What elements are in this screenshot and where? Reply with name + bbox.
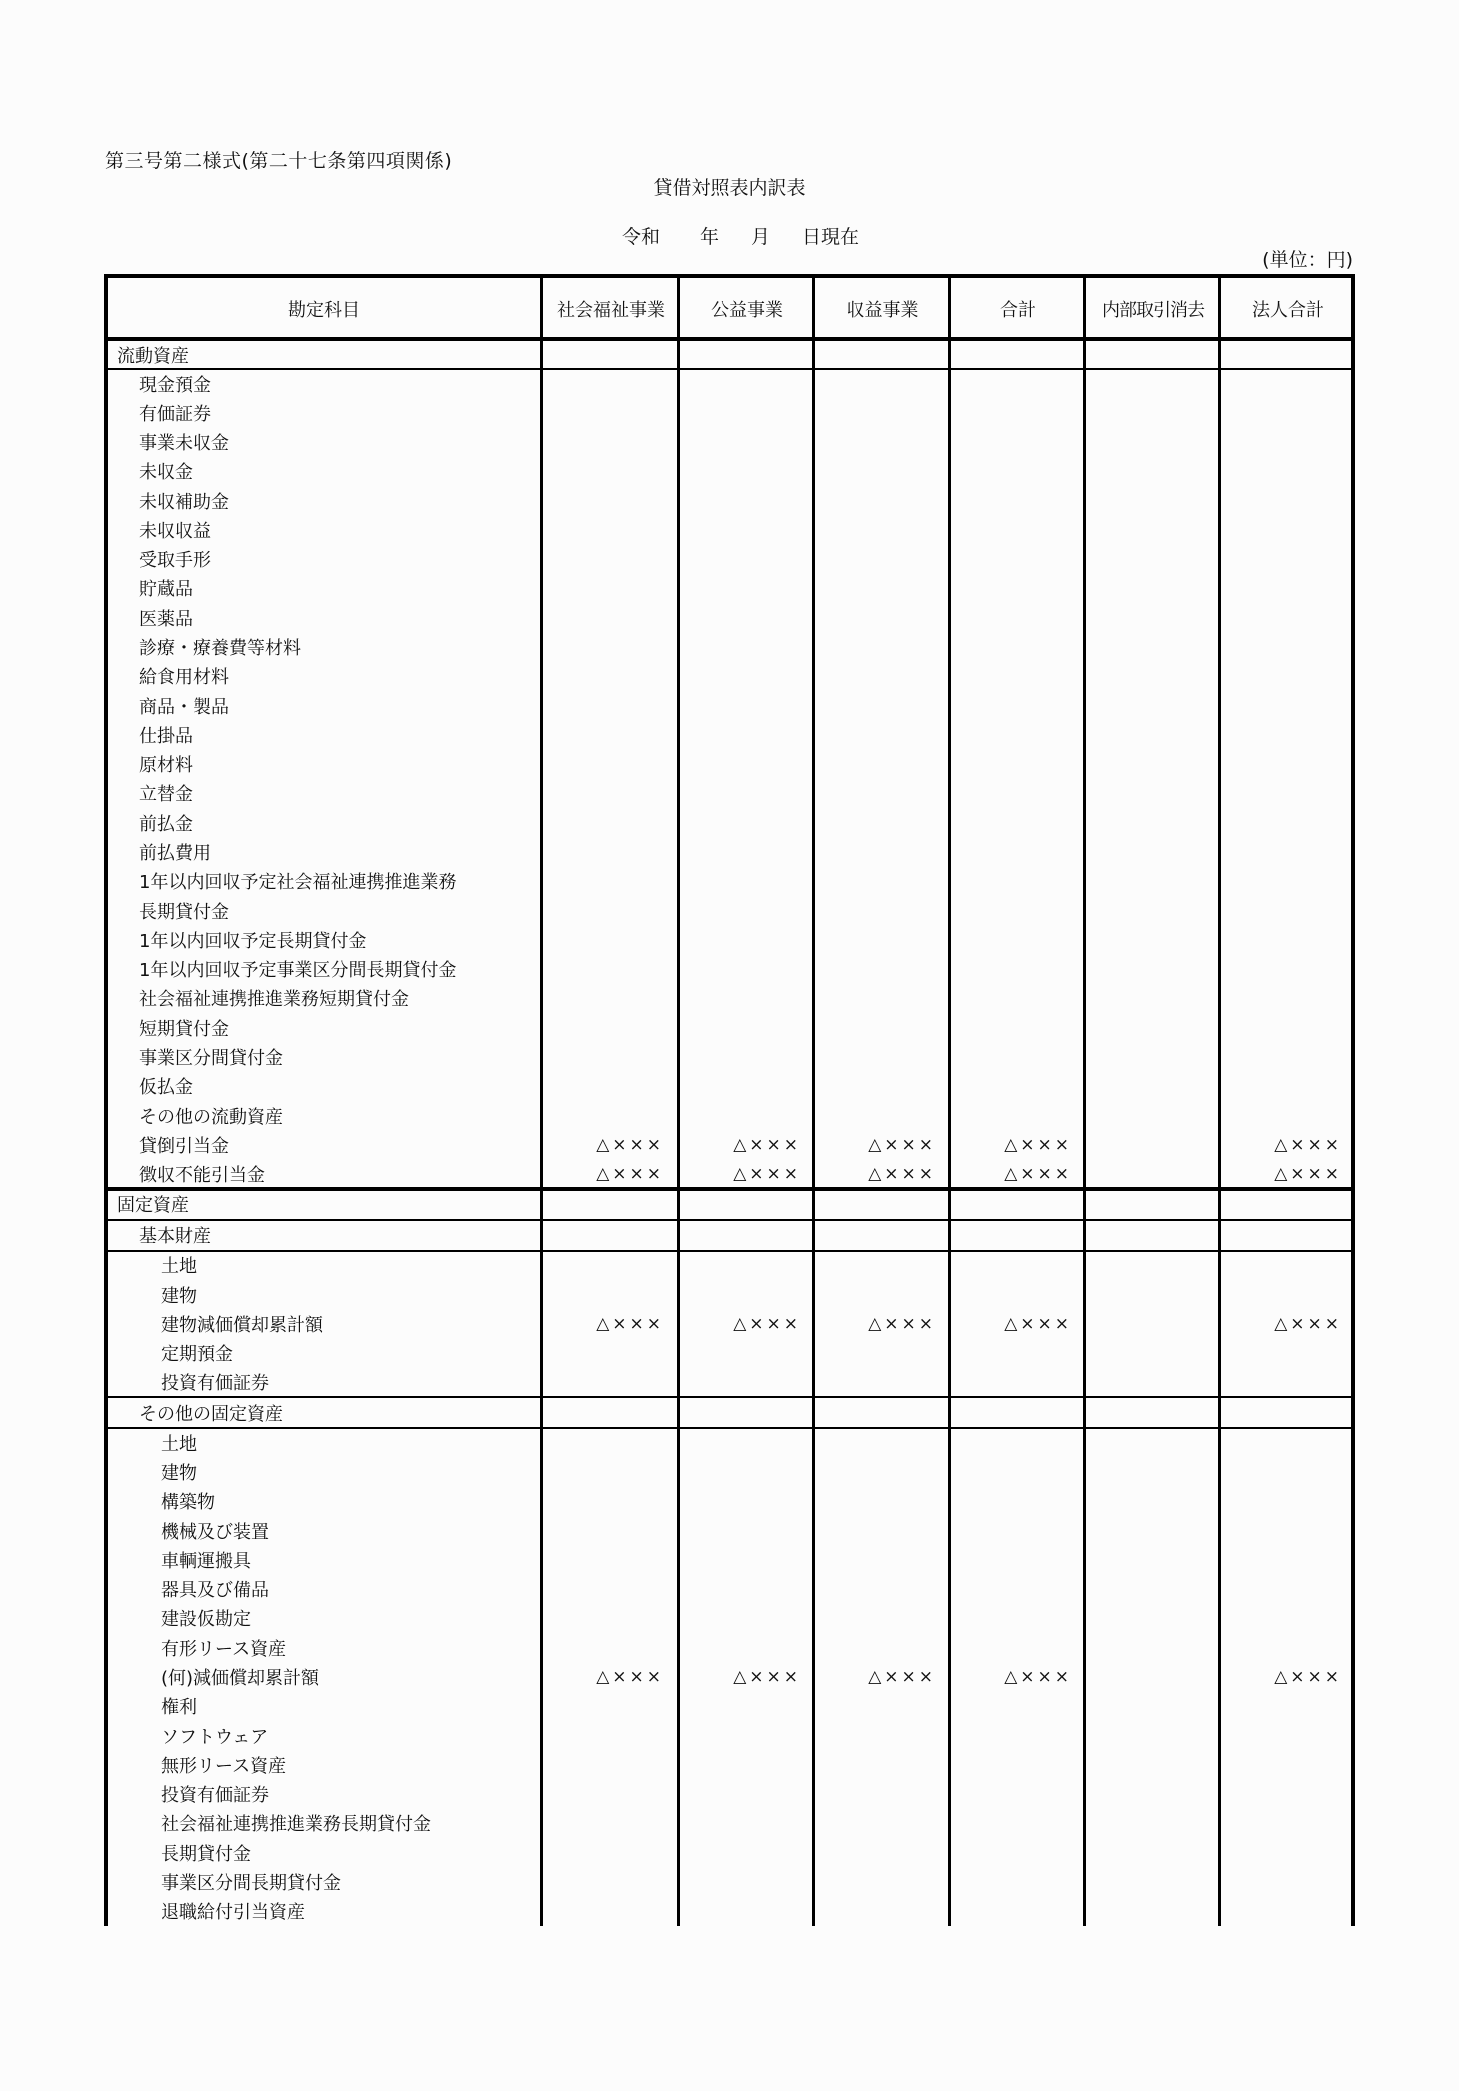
header-social-welfare: 社会福祉事業 xyxy=(557,299,665,321)
header-public-interest: 公益事業 xyxy=(711,299,783,321)
account-row: 未収金 xyxy=(139,462,193,484)
account-row: 長期貸付金 xyxy=(139,901,229,923)
account-row: その他の流動資産 xyxy=(139,1106,283,1128)
account-row: 仮払金 xyxy=(139,1077,193,1099)
amount-cell: △××× xyxy=(733,1164,801,1185)
account-row: 投資有価証券 xyxy=(161,1373,269,1395)
amount-cell: △××× xyxy=(1274,1313,1342,1334)
column-divider xyxy=(948,274,951,1926)
account-row: 短期貸付金 xyxy=(139,1018,229,1040)
account-row: 事業区分間貸付金 xyxy=(139,1047,283,1069)
header-account: 勘定科目 xyxy=(288,299,360,321)
era-label: 令和 xyxy=(622,226,661,248)
account-row: 権利 xyxy=(161,1697,197,1719)
account-row: 貯蔵品 xyxy=(139,579,193,601)
form-number: 第三号第二様式(第二十七条第四項関係) xyxy=(105,150,453,172)
account-row: 建物 xyxy=(161,1285,197,1307)
account-row: 前払費用 xyxy=(139,842,211,864)
row-divider xyxy=(104,368,1355,370)
account-row: 給食用材料 xyxy=(139,667,229,689)
account-row: 仕掛品 xyxy=(139,725,193,747)
account-row: 1年以内回収予定社会福祉連携推進業務 xyxy=(139,872,457,894)
account-row: 車輌運搬具 xyxy=(161,1550,251,1572)
column-divider xyxy=(1218,274,1221,1926)
account-row: 投資有価証券 xyxy=(161,1785,269,1807)
balance-sheet-table xyxy=(104,274,1355,1926)
account-row: ソフトウェア xyxy=(161,1726,269,1748)
account-row: 前払金 xyxy=(139,813,193,835)
amount-cell: △××× xyxy=(868,1666,936,1687)
account-row: 退職給付引当資産 xyxy=(161,1902,305,1924)
account-row: 原材料 xyxy=(139,755,193,777)
header-total: 合計 xyxy=(1000,299,1036,321)
amount-cell: △××× xyxy=(596,1134,664,1155)
account-row: (何)減価償却累計額 xyxy=(161,1667,320,1689)
amount-cell: △××× xyxy=(1004,1134,1072,1155)
amount-cell: △××× xyxy=(1004,1313,1072,1334)
account-row: 器具及び備品 xyxy=(161,1580,269,1602)
unit-label: (単位：円) xyxy=(1262,249,1353,271)
account-row: 商品・製品 xyxy=(139,696,229,718)
account-row: 事業未収金 xyxy=(139,433,229,455)
account-row: 定期預金 xyxy=(161,1344,233,1366)
amount-cell: △××× xyxy=(1274,1666,1342,1687)
column-divider xyxy=(1083,274,1086,1926)
account-row: 貸倒引当金 xyxy=(139,1135,229,1157)
column-divider xyxy=(812,274,815,1926)
account-row: 未収補助金 xyxy=(139,491,229,513)
year-label: 年 xyxy=(700,226,720,248)
section-heading: 流動資産 xyxy=(117,345,189,367)
row-divider xyxy=(104,1396,1355,1398)
month-label: 月 xyxy=(751,226,771,248)
amount-cell: △××× xyxy=(596,1666,664,1687)
account-row: 医薬品 xyxy=(139,608,193,630)
header-corporate-total: 法人合計 xyxy=(1252,299,1324,321)
row-divider xyxy=(104,1427,1355,1429)
account-row: 長期貸付金 xyxy=(161,1843,251,1865)
column-divider xyxy=(677,274,680,1926)
account-row: 社会福祉連携推進業務短期貸付金 xyxy=(139,989,409,1011)
header-profit: 収益事業 xyxy=(846,299,919,321)
amount-cell: △××× xyxy=(868,1134,936,1155)
account-row: 有価証券 xyxy=(139,403,211,425)
amount-cell: △××× xyxy=(596,1164,664,1185)
account-row: 受取手形 xyxy=(139,550,211,572)
account-row: 構築物 xyxy=(161,1492,215,1514)
column-divider xyxy=(1351,274,1355,1926)
account-row: 徴収不能引当金 xyxy=(139,1165,265,1187)
account-row: 現金預金 xyxy=(139,374,211,396)
account-row: 建物 xyxy=(161,1463,197,1485)
day-label: 日現在 xyxy=(802,226,860,248)
amount-cell: △××× xyxy=(868,1164,936,1185)
as-of-date xyxy=(622,222,859,249)
account-row: 1年以内回収予定長期貸付金 xyxy=(139,930,367,952)
account-row: 社会福祉連携推進業務長期貸付金 xyxy=(161,1814,431,1836)
account-row: 未収収益 xyxy=(139,520,211,542)
document-title: 貸借対照表内訳表 xyxy=(653,177,806,199)
account-row: 機械及び装置 xyxy=(161,1521,269,1543)
row-divider xyxy=(104,1250,1355,1252)
amount-cell: △××× xyxy=(733,1134,801,1155)
subsection-heading: その他の固定資産 xyxy=(139,1403,283,1425)
account-row: 土地 xyxy=(161,1256,197,1278)
amount-cell: △××× xyxy=(1274,1134,1342,1155)
account-row: 無形リース資産 xyxy=(161,1755,287,1777)
row-divider xyxy=(104,337,1355,341)
account-row: 立替金 xyxy=(139,784,193,806)
row-divider xyxy=(104,1187,1355,1191)
header-internal-elimination: 内部取引消去 xyxy=(1102,299,1204,321)
column-divider xyxy=(540,274,543,1926)
subsection-heading: 基本財産 xyxy=(139,1226,211,1248)
account-row: 有形リース資産 xyxy=(161,1638,287,1660)
row-divider xyxy=(104,1219,1355,1221)
amount-cell: △××× xyxy=(733,1313,801,1334)
account-row: 土地 xyxy=(161,1433,197,1455)
account-row: 建物減価償却累計額 xyxy=(161,1314,323,1336)
account-row: 1年以内回収予定事業区分間長期貸付金 xyxy=(139,960,457,982)
account-row: 建設仮勘定 xyxy=(161,1609,251,1631)
amount-cell: △××× xyxy=(1004,1164,1072,1185)
account-row: 診療・療養費等材料 xyxy=(139,638,301,660)
amount-cell: △××× xyxy=(733,1666,801,1687)
amount-cell: △××× xyxy=(1274,1164,1342,1185)
account-row: 事業区分間長期貸付金 xyxy=(161,1872,341,1894)
amount-cell: △××× xyxy=(868,1313,936,1334)
column-divider xyxy=(104,274,108,1926)
amount-cell: △××× xyxy=(1004,1666,1072,1687)
amount-cell: △××× xyxy=(596,1313,664,1334)
section-heading: 固定資産 xyxy=(117,1195,189,1217)
